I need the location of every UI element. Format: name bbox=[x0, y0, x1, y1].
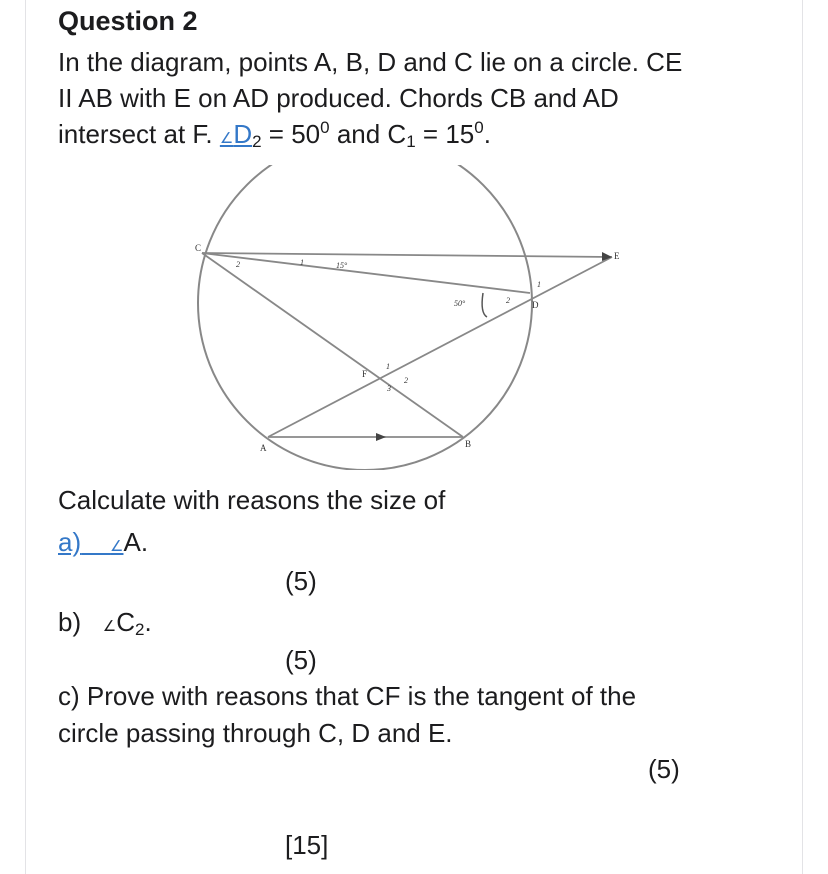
label-e: E bbox=[614, 251, 620, 261]
label-angle-50: 50° bbox=[454, 299, 466, 308]
part-c-line-1: c) Prove with reasons that CF is the tangent of the bbox=[58, 681, 637, 711]
c1-subscript: 1 bbox=[406, 132, 416, 151]
question-title: Question 2 bbox=[58, 6, 198, 36]
question-text bbox=[58, 44, 758, 157]
d2-subscript: 2 bbox=[252, 132, 262, 151]
part-b-marks: (5) bbox=[285, 645, 317, 675]
question-line-3 bbox=[58, 116, 758, 157]
part-b-period: . bbox=[144, 607, 152, 637]
part-a-target: A. bbox=[123, 527, 149, 557]
line-ae bbox=[268, 257, 612, 437]
part-a-label: a) bbox=[58, 527, 82, 557]
label-a: A bbox=[260, 443, 267, 453]
label-c: C bbox=[195, 243, 202, 253]
angle-icon: ∠ bbox=[219, 130, 234, 147]
label-d: D bbox=[532, 300, 539, 310]
c1-value: = 15 bbox=[422, 119, 475, 149]
label-d1: 1 bbox=[537, 280, 541, 289]
label-c1: 1 bbox=[300, 258, 304, 267]
circle bbox=[198, 165, 532, 470]
label-angle-15: 15° bbox=[336, 261, 348, 270]
angle-icon: ∠ bbox=[102, 618, 117, 635]
angle-d2-link[interactable] bbox=[220, 119, 252, 149]
left-border bbox=[25, 0, 26, 874]
c1-degree: 0 bbox=[474, 118, 484, 137]
part-a bbox=[58, 525, 148, 564]
label-f: F bbox=[362, 369, 368, 379]
question-line-1: In the diagram, points A, B, D and C lie on a circle. CE bbox=[58, 47, 683, 77]
label-b: B bbox=[465, 439, 472, 449]
right-border bbox=[802, 0, 803, 874]
total-marks: [15] bbox=[285, 830, 329, 860]
part-a-link[interactable] bbox=[58, 527, 123, 557]
angle-arc-d2 bbox=[482, 293, 487, 317]
part-c-marks: (5) bbox=[648, 754, 680, 784]
d2-degree: 0 bbox=[320, 118, 330, 137]
label-f1: 1 bbox=[386, 362, 390, 371]
part-c-line-2: circle passing through C, D and E. bbox=[58, 718, 453, 748]
chord-ce bbox=[202, 253, 612, 257]
geometry-diagram bbox=[190, 165, 630, 470]
angle-icon: ∠ bbox=[110, 538, 124, 555]
calc-intro: Calculate with reasons the size of bbox=[58, 485, 446, 515]
label-c2: 2 bbox=[236, 260, 240, 269]
label-f2: 2 bbox=[404, 376, 408, 385]
part-b-target: C bbox=[116, 607, 136, 637]
part-b-label: b) bbox=[58, 607, 82, 637]
label-d2: 2 bbox=[506, 296, 510, 305]
d2-value: = 50 bbox=[268, 119, 321, 149]
part-a-marks: (5) bbox=[285, 566, 317, 596]
line3-start: intersect at F. bbox=[58, 119, 213, 149]
c1-label: and C bbox=[336, 119, 407, 149]
line3-period: . bbox=[483, 119, 491, 149]
arrow-ab bbox=[376, 433, 386, 441]
d2-letter: D bbox=[233, 119, 253, 149]
part-b-subscript: 2 bbox=[135, 620, 145, 639]
part-b bbox=[58, 605, 152, 644]
label-f3: 3 bbox=[387, 384, 391, 393]
question-line-2: II AB with E on AD produced. Chords CB and AD bbox=[58, 83, 619, 113]
